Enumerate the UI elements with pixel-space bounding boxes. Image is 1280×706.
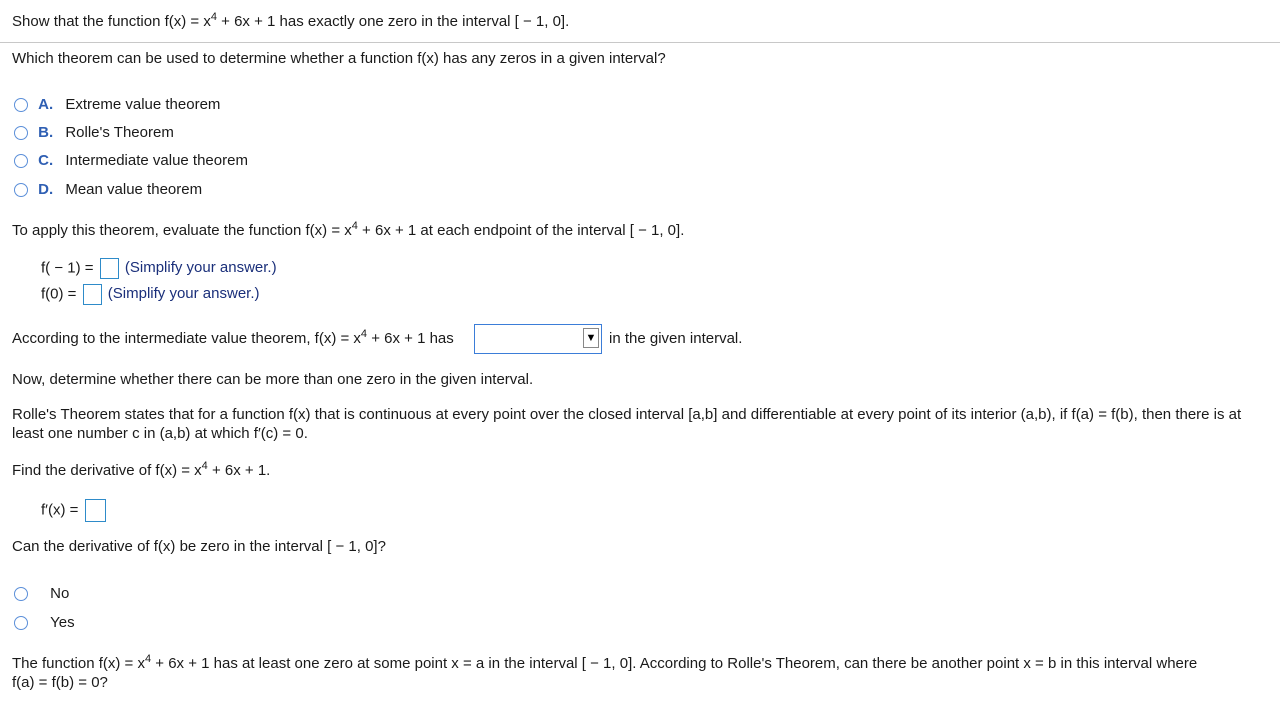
ivt-answer-dropdown[interactable] (474, 324, 602, 354)
radio-option-a[interactable] (14, 98, 28, 112)
ivt-sentence-end: in the given interval. (609, 330, 743, 347)
eval-label: f(0) = (41, 285, 77, 303)
option-text: Rolle's Theorem (65, 124, 174, 141)
eval-label: f( − 1) = (41, 259, 94, 277)
question-statement: Show that the function $f(x) = x^4 + 6x + 1$ has exactly one zero in the interval [ − 1, 0]. (12, 11, 570, 30)
option-d[interactable] (14, 181, 202, 198)
final-question-line2: f(a) = f(b) = 0? (12, 674, 108, 690)
rolle-statement-line1: Rolle's Theorem states that for a function f(x) that is continuous at every point over the closed interval [a,b] and differentiable at every point of its interior (a,b), if f(a) = f(b), then there is at (12, 406, 1242, 423)
radio-option-c[interactable] (14, 154, 28, 168)
eval-row-f-neg1 (41, 258, 277, 279)
f-0-answer-input[interactable] (83, 284, 102, 305)
option-yes[interactable] (14, 614, 75, 631)
option-letter: C. (38, 152, 54, 169)
option-b[interactable] (14, 124, 174, 141)
dropdown-arrow-icon[interactable]: ▼ (583, 328, 599, 348)
derivative-answer-input[interactable] (85, 499, 106, 522)
option-letter: B. (38, 124, 54, 141)
radio-option-no[interactable] (14, 587, 28, 601)
radio-option-d[interactable] (14, 183, 28, 197)
derivative-instruction: Find the derivative of $f(x) = x^4 + 6x + 1$. (12, 460, 271, 479)
option-text: Yes (50, 614, 75, 631)
derivative-zero-question: Can the derivative of f(x) be zero in the interval [ − 1, 0]? (12, 538, 386, 555)
option-text: Intermediate value theorem (65, 152, 248, 169)
simplify-hint: (Simplify your answer.) (107, 285, 260, 303)
option-text: No (50, 585, 70, 602)
option-text: Mean value theorem (65, 181, 203, 198)
option-c[interactable] (14, 152, 248, 169)
option-letter: A. (38, 96, 54, 113)
radio-option-yes[interactable] (14, 616, 28, 630)
question-header (0, 0, 1280, 43)
derivative-label: f′(x) = (41, 501, 79, 519)
option-a[interactable] (14, 96, 220, 113)
simplify-hint: (Simplify your answer.) (124, 259, 277, 277)
eval-row-f-0 (41, 284, 260, 305)
f-neg1-answer-input[interactable] (100, 258, 119, 279)
theorem-question: Which theorem can be used to determine whether a function f(x) has any zeros in a given interval? (12, 50, 666, 67)
option-no[interactable] (14, 585, 69, 602)
ivt-sentence: According to the intermediate value theorem, $f(x) = x^4 + 6x + 1$ has (12, 328, 454, 347)
apply-instruction: To apply this theorem, evaluate the function $f(x) = x^4 + 6x + 1$ at each endpoint of the interval [ − 1, 0]. (12, 220, 685, 239)
option-text: Extreme value theorem (65, 96, 221, 113)
derivative-row (41, 499, 106, 522)
radio-option-b[interactable] (14, 126, 28, 140)
now-determine-text: Now, determine whether there can be more than one zero in the given interval. (12, 371, 534, 388)
final-question-line1: The function $f(x) = x^4 + 6x + 1$ has at least one zero at some point x = a in the interval [ − 1, 0]. According to Rolle's Theorem, can there be another point x = b in this interval where (12, 653, 1198, 672)
option-letter: D. (38, 181, 54, 198)
rolle-statement-line2: least one number c in (a,b) at which f′(c) = 0. (12, 425, 308, 442)
